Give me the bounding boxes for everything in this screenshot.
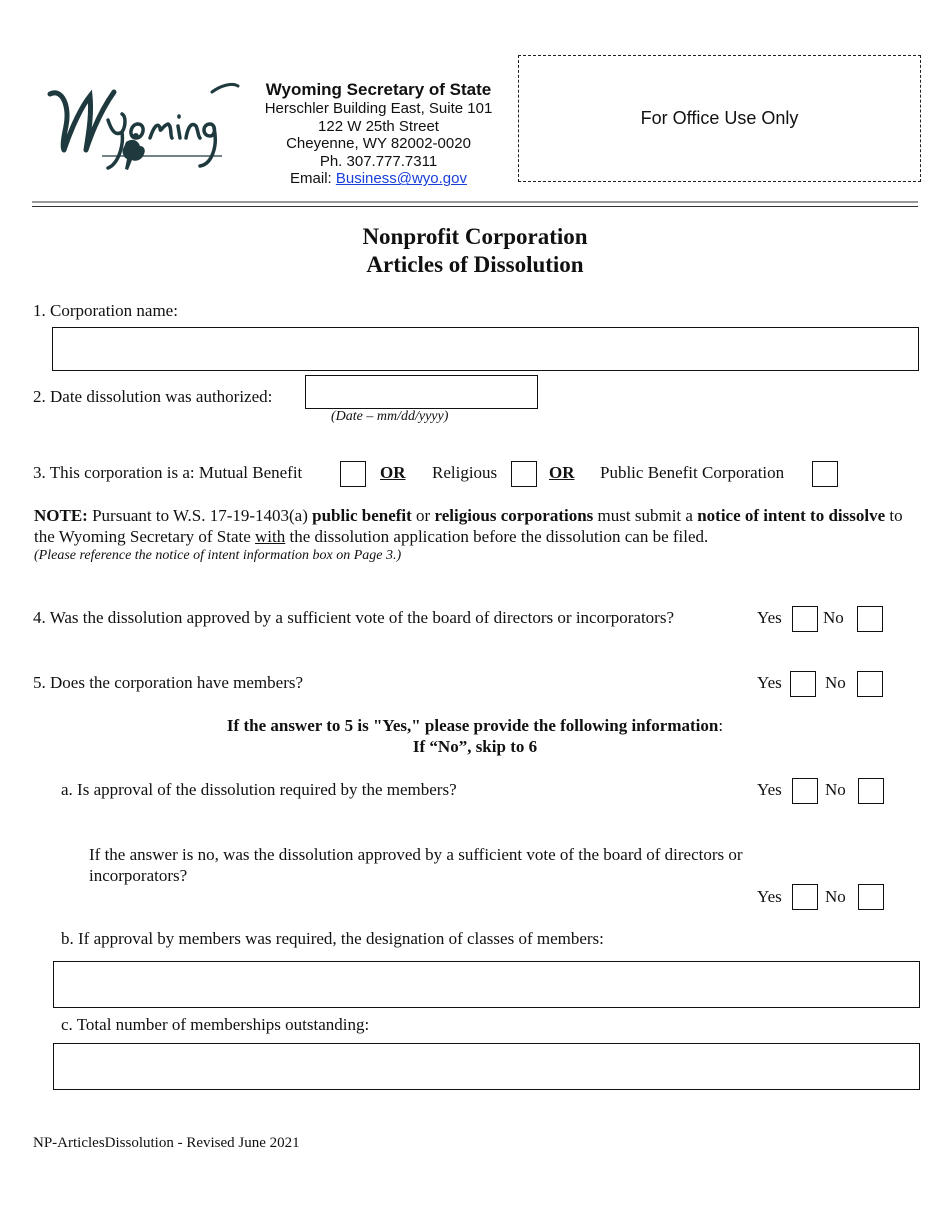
q5a-sub-no-checkbox[interactable] bbox=[858, 884, 884, 910]
or-label-2: OR bbox=[549, 463, 575, 482]
note-text-1: Pursuant to W.S. 17-19-1403(a) bbox=[87, 506, 313, 525]
memberships-outstanding-field[interactable] bbox=[53, 1043, 920, 1090]
instruction-line2: If “No”, skip to 6 bbox=[412, 737, 538, 756]
note-text-9: the dissolution application before the dissolution can be filed. bbox=[285, 527, 709, 546]
q5a-sub-yes-checkbox[interactable] bbox=[792, 884, 818, 910]
corporation-name-field[interactable] bbox=[52, 327, 919, 371]
public-benefit-checkbox[interactable] bbox=[812, 461, 838, 487]
q5-no-label: No bbox=[825, 673, 846, 692]
q3-label: 3. This corporation is a: Mutual Benefit bbox=[33, 463, 303, 482]
note-text-7: to the Wyoming Secretary of State bbox=[34, 506, 903, 546]
q5-yes-checkbox[interactable] bbox=[790, 671, 816, 697]
header-divider bbox=[32, 201, 918, 203]
instruction-text: If the answer to 5 is "Yes," please provide the following information bbox=[226, 716, 719, 735]
q4-no-label: No bbox=[823, 608, 844, 627]
date-format-hint: (Date – mm/dd/yyyy) bbox=[331, 409, 449, 424]
office-use-label: For Office Use Only bbox=[640, 108, 799, 128]
q5a-yes-checkbox[interactable] bbox=[792, 778, 818, 804]
email-line bbox=[246, 170, 511, 188]
note-reference: (Please reference the notice of intent information box on Page 3.) bbox=[34, 548, 402, 563]
office-title: Wyoming Secretary of State bbox=[265, 80, 492, 99]
religious-checkbox[interactable] bbox=[511, 461, 537, 487]
wyoming-logo bbox=[42, 66, 242, 181]
q4-yes-label: Yes bbox=[757, 608, 782, 627]
email-label: Email: bbox=[290, 170, 336, 188]
note-text-3: or bbox=[411, 506, 435, 525]
address-line3: Cheyenne, WY 82002-0020 bbox=[286, 135, 471, 153]
q5a-no-checkbox[interactable] bbox=[858, 778, 884, 804]
q5a-no-label: No bbox=[825, 780, 846, 799]
sos-address-block bbox=[246, 80, 511, 188]
religious-label: Religious bbox=[432, 463, 498, 482]
q5-no-checkbox[interactable] bbox=[857, 671, 883, 697]
q5a-label: a. Is approval of the dissolution required by the members? bbox=[61, 780, 457, 799]
q1-label: 1. Corporation name: bbox=[33, 301, 178, 320]
office-use-box bbox=[518, 55, 921, 182]
q4-label: 4. Was the dissolution approved by a sufficient vote of the board of directors or incorporators? bbox=[33, 608, 675, 627]
note-text-8: with bbox=[255, 527, 286, 546]
q5c-label: c. Total number of memberships outstanding: bbox=[61, 1015, 370, 1034]
mutual-benefit-checkbox[interactable] bbox=[340, 461, 366, 487]
q5-yes-label: Yes bbox=[757, 673, 782, 692]
instruction-line1 bbox=[0, 715, 950, 736]
title-line1: Nonprofit Corporation bbox=[362, 224, 588, 249]
q5-label: 5. Does the corporation have members? bbox=[33, 673, 304, 692]
note-text-5: must submit a bbox=[593, 506, 698, 525]
phone: Ph. 307.777.7311 bbox=[319, 152, 438, 170]
form-footer: NP-ArticlesDissolution - Revised June 2021 bbox=[33, 1135, 300, 1151]
header-divider-thin bbox=[32, 206, 918, 207]
form-title bbox=[0, 223, 950, 279]
q4-yes-checkbox[interactable] bbox=[792, 606, 818, 632]
wyoming-logo-graphic bbox=[42, 66, 242, 181]
q5b-label: b. If approval by members was required, the designation of classes of members: bbox=[61, 929, 604, 948]
or-label-1: OR bbox=[380, 463, 406, 482]
email-link[interactable]: Business@wyo.gov bbox=[335, 170, 467, 188]
note-text-4: religious corporations bbox=[434, 506, 594, 525]
q5a-sub-no-label: No bbox=[825, 887, 846, 906]
note-text-2: public benefit bbox=[312, 506, 412, 525]
q5a-yes-label: Yes bbox=[757, 780, 782, 799]
members-instruction bbox=[0, 715, 950, 757]
address-line1: Herschler Building East, Suite 101 bbox=[264, 100, 493, 117]
title-line2: Articles of Dissolution bbox=[366, 252, 584, 277]
note-text-6: notice of intent to dissolve bbox=[697, 506, 886, 525]
note-label: NOTE: bbox=[34, 506, 88, 525]
member-classes-field[interactable] bbox=[53, 961, 920, 1008]
public-benefit-label: Public Benefit Corporation bbox=[600, 463, 785, 482]
instruction-colon: : bbox=[718, 716, 724, 735]
q5a-sub-yes-label: Yes bbox=[757, 887, 782, 906]
address-line2: 122 W 25th Street bbox=[318, 117, 439, 135]
q5a-sub-label: If the answer is no, was the dissolution approved by a sufficient vote of the board of directors or incorporators? bbox=[89, 845, 743, 885]
q4-no-checkbox[interactable] bbox=[857, 606, 883, 632]
q2-label: 2. Date dissolution was authorized: bbox=[33, 387, 273, 406]
dissolution-date-field[interactable] bbox=[305, 375, 538, 409]
dissolution-note bbox=[34, 505, 914, 564]
